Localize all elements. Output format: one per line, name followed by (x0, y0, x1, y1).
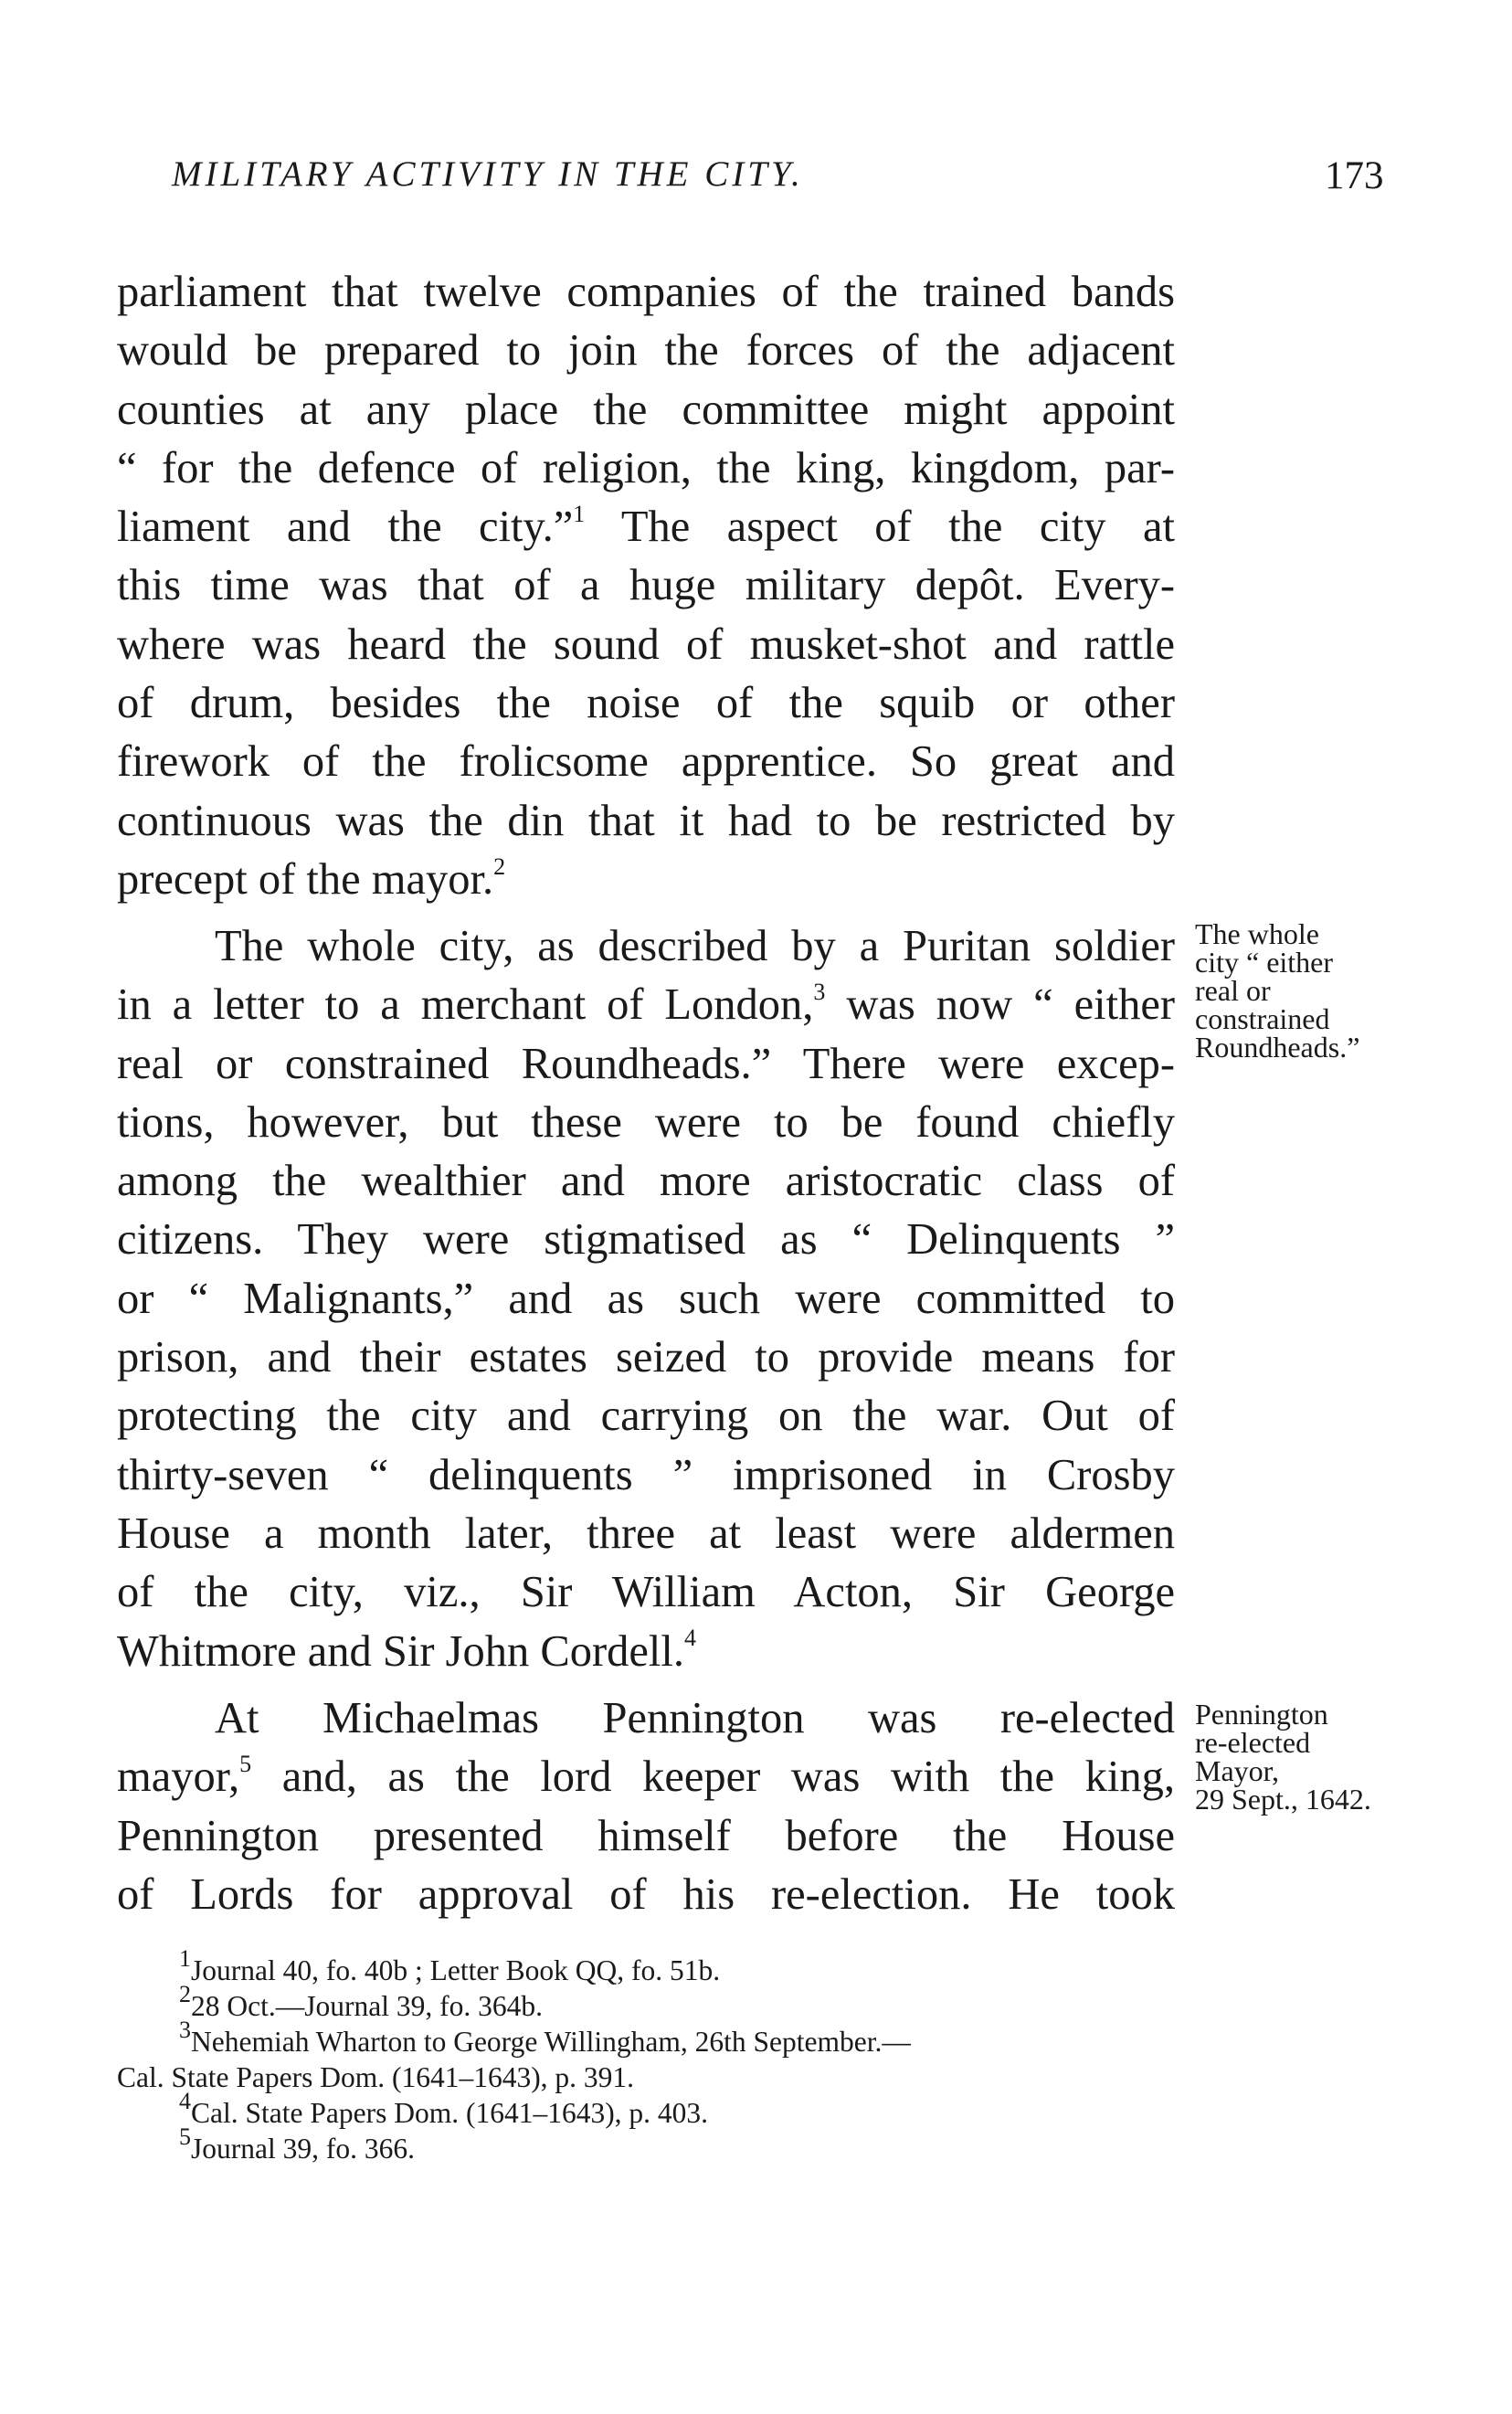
text-fragment: liament and the city.” (117, 503, 574, 552)
footnote-3 (117, 2016, 1175, 2059)
footnote-mark: 2 (179, 1980, 191, 2007)
margin-note-roundheads (1195, 917, 1360, 1064)
text-line: “ for the defence of religion, the king, kingdom, par- (117, 443, 1175, 492)
text-line: The whole city, as described by a Puritan soldier (215, 922, 1175, 970)
margin-note-line: 29 Sept., 1642. (1195, 1783, 1371, 1816)
margin-note-line: Pennington (1195, 1698, 1328, 1731)
footnote-text: Cal. State Papers Dom. (1641–1643), p. 403. (191, 2097, 709, 2129)
text-fragment: The aspect of the city at (585, 503, 1175, 552)
footnote-mark: 2 (493, 852, 506, 880)
text-line: counties at any place the committee might appoint (117, 385, 1175, 434)
text-line (117, 1748, 1175, 1806)
text-line: among the wealthier and more aristocratic class of (117, 1157, 1175, 1206)
text-fragment: precept of the mayor. (117, 854, 494, 904)
text-line: of the city, viz., Sir William Acton, Sir George (117, 1568, 1175, 1617)
margin-note-line: The whole (1195, 917, 1319, 950)
margin-note-line: re-elected (1195, 1726, 1311, 1759)
footnote-mark: 3 (179, 2016, 191, 2043)
footnote-mark: 1 (573, 501, 586, 528)
footnote-3-continued (117, 2059, 1175, 2095)
text-line: or “ Malignants,” and as such were committed to (117, 1274, 1175, 1323)
text-line (117, 1623, 1175, 1681)
footnote-text: Nehemiah Wharton to George Willingham, 26th September.— (191, 2026, 911, 2058)
text-line: tions, however, but these were to be found chiefly (117, 1097, 1175, 1147)
text-line: of drum, besides the noise of the squib or other (117, 679, 1175, 728)
margin-note-line: Roundheads.” (1195, 1031, 1360, 1064)
footnote-5 (117, 2123, 1175, 2166)
text-line: prison, and their estates seized to provide means for (117, 1333, 1175, 1382)
footnote-text: Journal 39, fo. 366. (191, 2133, 415, 2165)
footnotes (117, 1944, 1175, 2166)
margin-note-line: Mayor, (1195, 1754, 1280, 1787)
margin-note-line: city “ either (1195, 946, 1334, 979)
footnote-mark: 4 (683, 1625, 696, 1652)
footnote-2 (117, 1980, 1175, 2024)
footnote-4 (117, 2087, 1175, 2131)
text-line (117, 976, 1175, 1034)
text-line: would be prepared to join the forces of the adjacent (117, 326, 1175, 376)
text-line: firework of the frolicsome apprentice. So great and (117, 737, 1175, 787)
text-line: At Michaelmas Pennington was re-elected (215, 1694, 1175, 1742)
text-line: of Lords for approval of his re-election. He took (117, 1869, 1175, 1919)
text-fragment: Whitmore and Sir John Cordell. (117, 1626, 684, 1676)
footnote-text: Cal. State Papers Dom. (1641–1643), p. 391. (117, 2061, 635, 2093)
text-fragment: and, as the lord keeper was with the king, (251, 1752, 1175, 1802)
paragraph-2 (117, 917, 1175, 1681)
text-line: where was heard the sound of musket-shot and rattle (117, 619, 1175, 669)
text-line (117, 851, 1175, 909)
text-line: real or constrained Roundheads.” There were excep- (117, 1039, 1175, 1088)
text-line: this time was that of a huge military depôt. Every- (117, 561, 1175, 610)
text-line: protecting the city and carrying on the war. Out of (117, 1392, 1175, 1441)
text-fragment: mayor, (117, 1752, 240, 1802)
text-line: continuous was the din that it had to be restricted by (117, 796, 1175, 845)
footnote-text: Journal 40, fo. 40b ; Letter Book QQ, fo. 51b. (191, 1954, 721, 1986)
text-fragment: in a letter to a merchant of London, (117, 980, 814, 1030)
text-line: citizens. They were stigmatised as “ Delinquents ” (117, 1215, 1175, 1265)
footnote-1 (117, 1944, 1175, 1988)
footnote-mark: 4 (179, 2087, 191, 2114)
text-line: Pennington presented himself before the House (117, 1811, 1175, 1860)
text-fragment: was now “ either (825, 980, 1175, 1030)
footnote-mark: 5 (239, 1751, 252, 1778)
margin-note-line: real or (1195, 974, 1271, 1007)
footnote-text: 28 Oct.—Journal 39, fo. 364b. (191, 1990, 543, 2022)
paragraph-1 (117, 263, 1175, 909)
text-line: House a month later, three at least were aldermen (117, 1509, 1175, 1558)
text-line: thirty-seven “ delinquents ” imprisoned in Crosby (117, 1450, 1175, 1499)
text-line: parliament that twelve companies of the trained bands (117, 268, 1175, 316)
margin-note-pennington (1195, 1698, 1371, 1816)
running-head-title: MILITARY ACTIVITY IN THE CITY. (172, 154, 804, 194)
page-number: 173 (1325, 154, 1384, 197)
footnote-mark: 3 (813, 979, 826, 1006)
footnote-mark: 1 (179, 1944, 191, 1972)
paragraph-3 (117, 1689, 1175, 1924)
footnote-mark: 5 (179, 2123, 191, 2150)
text-line (117, 498, 1175, 556)
margin-note-line: constrained (1195, 1002, 1330, 1035)
